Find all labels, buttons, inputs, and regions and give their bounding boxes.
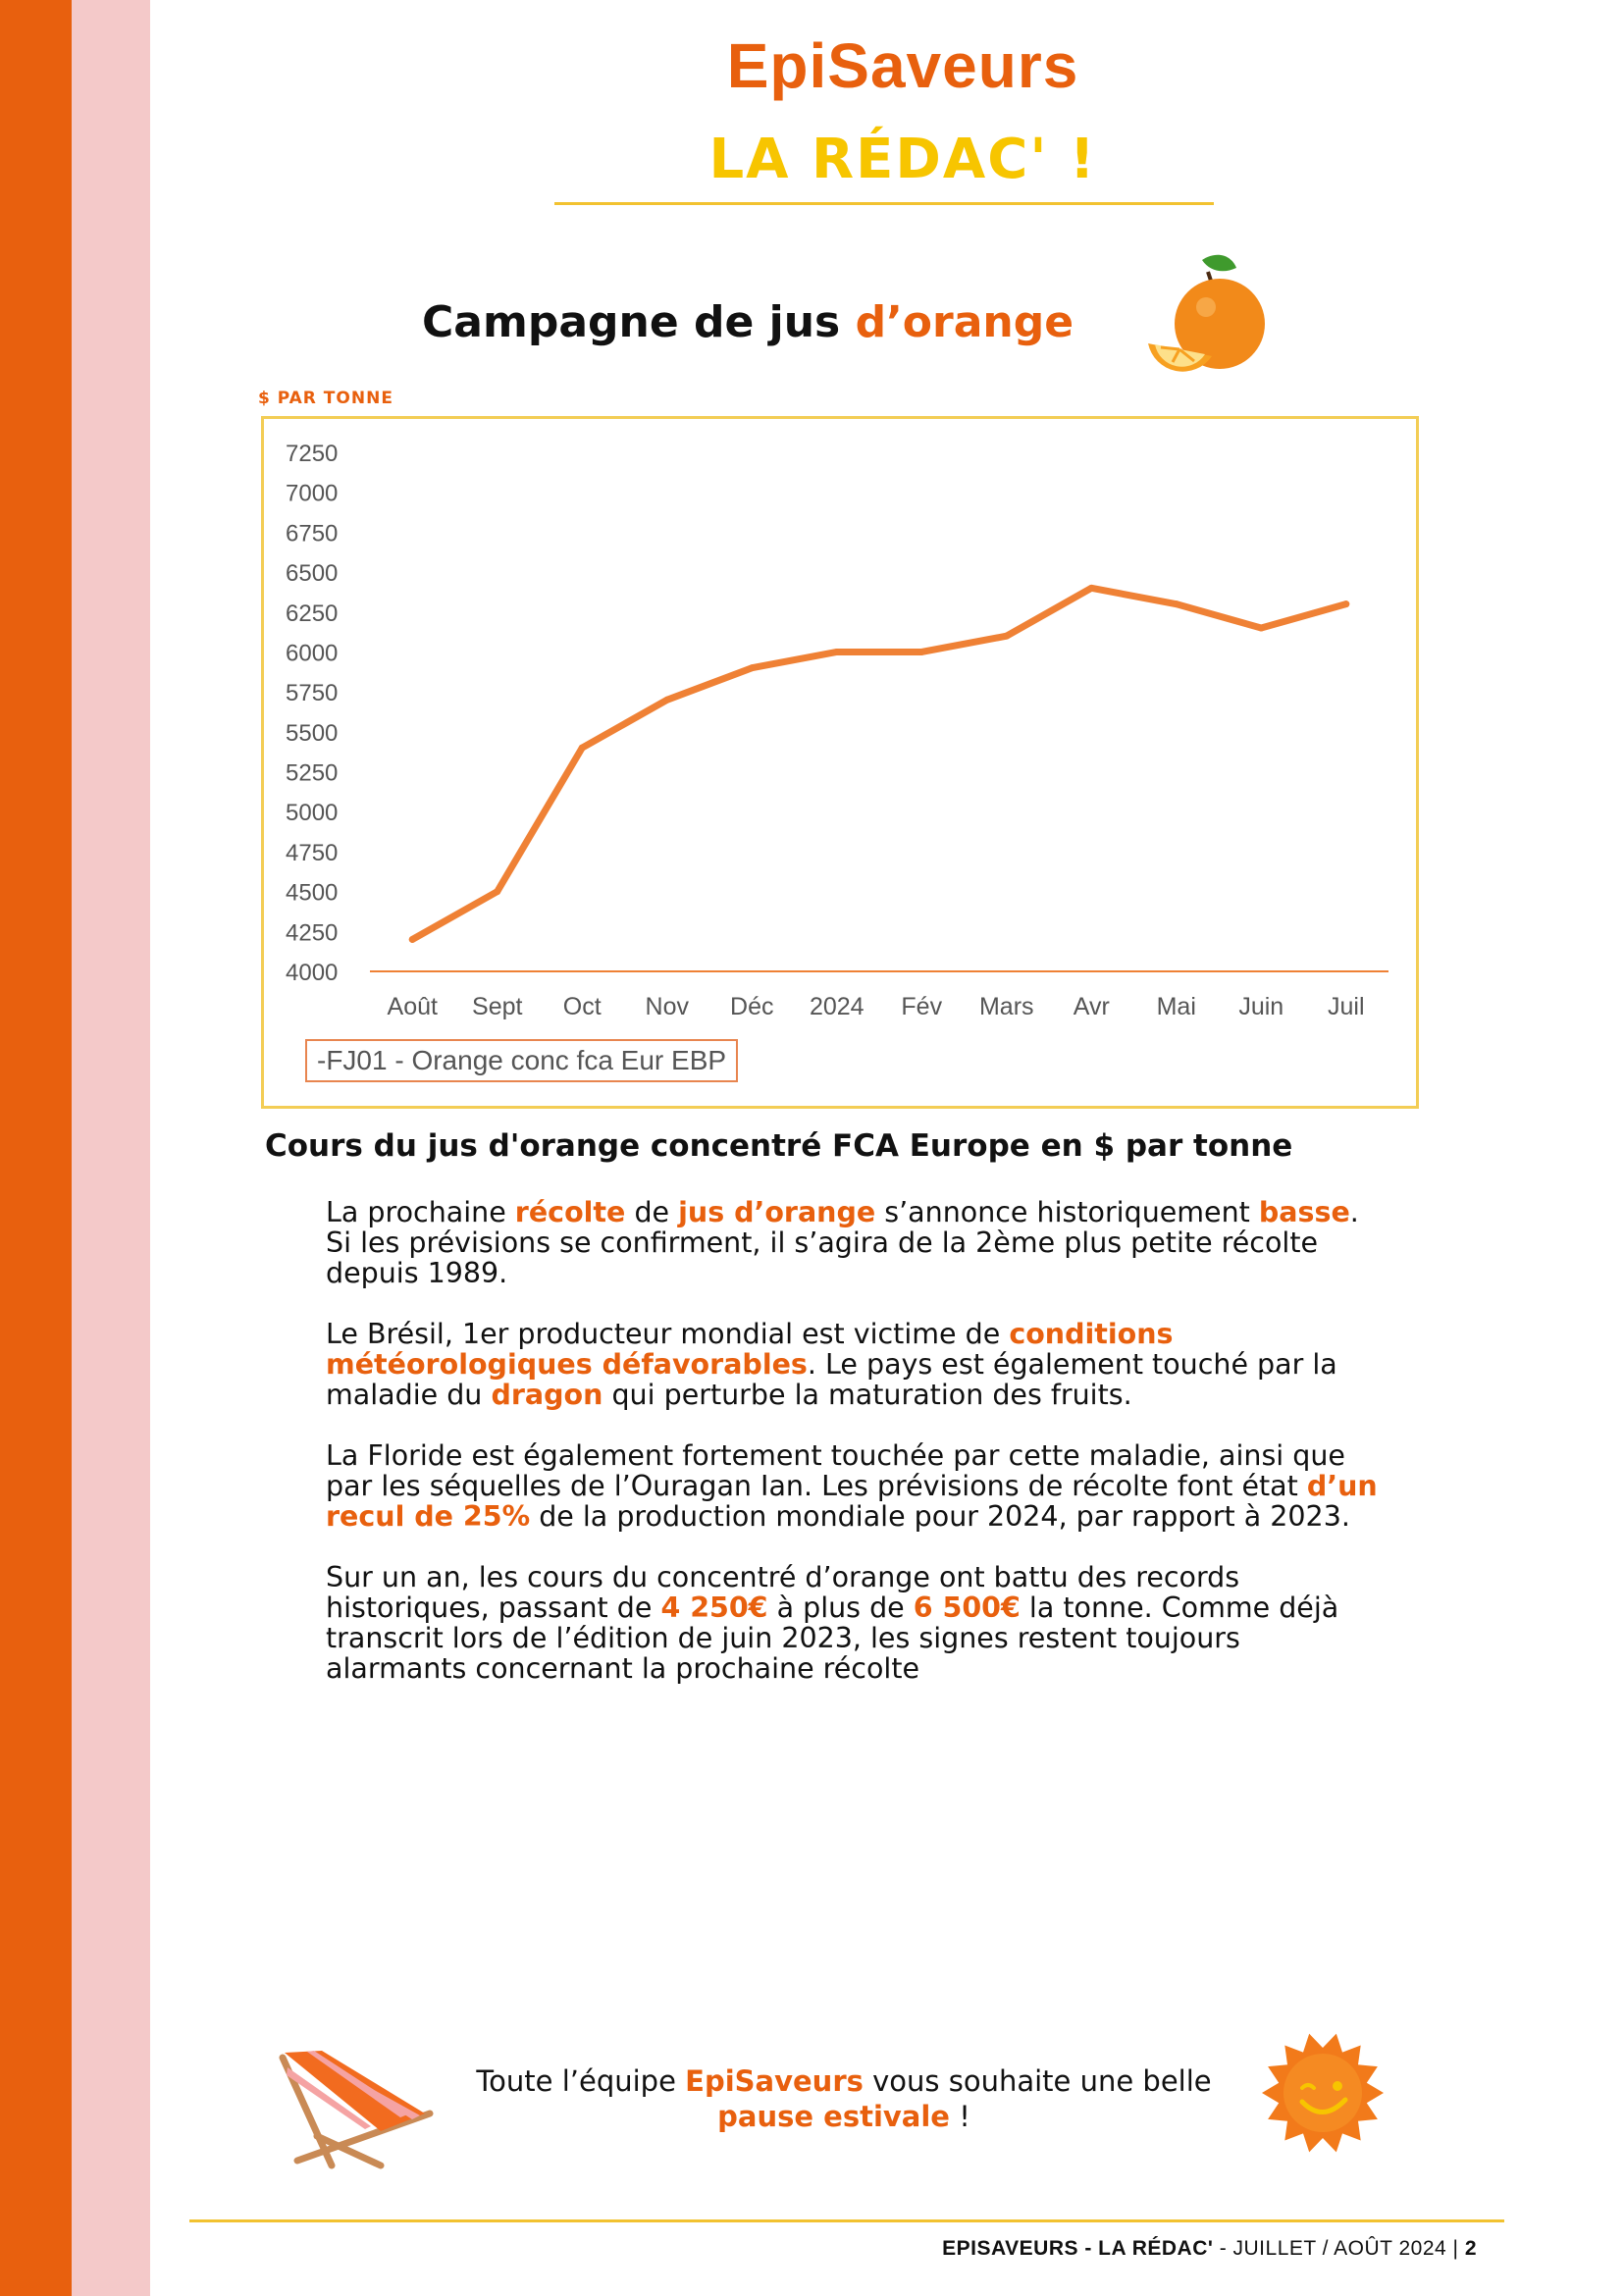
text-run: La Floride est également fortement touchée par cette maladie, ainsi que par les séquelles de l’Ouragan Ian. Les prévisions de récolte font état (326, 1439, 1345, 1502)
highlight-run: récolte (514, 1196, 626, 1228)
highlight-run: 6 500€ (913, 1592, 1021, 1624)
winking-sun-icon (1259, 2029, 1387, 2157)
x-tick-label: Oct (562, 993, 602, 1020)
chart-legend: -FJ01 - Orange conc fca Eur EBP (305, 1039, 738, 1082)
paragraph-prices (326, 1562, 1386, 1684)
text-run: La prochaine (326, 1196, 515, 1228)
x-tick-label: Août (387, 993, 438, 1020)
chart-caption: Cours du jus d'orange concentré FCA Europe en $ par tonne (265, 1128, 1293, 1164)
x-tick-label: Mai (1156, 993, 1196, 1020)
series-line (412, 588, 1346, 939)
y-tick-label: 5250 (286, 759, 339, 787)
newsletter-subtitle: LA RÉDAC' ! (708, 128, 1097, 191)
text-run: ! (949, 2100, 970, 2133)
y-tick-label: 4250 (286, 919, 339, 947)
data-point (749, 664, 756, 671)
chart-unit-label: $ PAR TONNE (258, 389, 393, 408)
text-run: qui perturbe la maturation des fruits. (602, 1379, 1132, 1411)
section-title (422, 297, 1074, 347)
article-body (326, 1197, 1386, 1714)
footer-issue: - JUILLET / AOÛT 2024 | (1213, 2237, 1465, 2260)
left-orange-band (0, 0, 72, 2296)
orange-fruit-icon (1143, 250, 1271, 373)
section-title-text: Campagne de jus (422, 297, 856, 347)
highlight-run: dragon (491, 1379, 603, 1411)
highlight-run: d’un recul de 25% (326, 1470, 1378, 1533)
y-tick-label: 4750 (286, 839, 339, 866)
y-tick-label: 7250 (286, 441, 339, 467)
y-tick-label: 6000 (286, 640, 339, 667)
x-tick-label: Avr (1073, 993, 1110, 1020)
data-point (833, 649, 840, 655)
x-tick-label: Nov (645, 993, 689, 1020)
text-run: Sur un an, les cours du concentré d’orange ont battu des records historiques, passant de (326, 1561, 1240, 1624)
text-run: Le Brésil, 1er producteur mondial est victime de (326, 1318, 1010, 1350)
text-run: la tonne. Comme déjà transcrit lors de l’édition de juin 2023, les signes restent toujours alarmants concernant la prochaine récolte (326, 1592, 1339, 1685)
price-chart (261, 416, 1419, 1109)
highlight-run: EpiSaveurs (685, 2064, 864, 2098)
paragraph-florida (326, 1440, 1386, 1532)
x-tick-label: Juin (1238, 993, 1284, 1020)
y-tick-label: 6500 (286, 560, 339, 588)
x-tick-label: 2024 (809, 993, 864, 1020)
text-run: de (625, 1196, 679, 1228)
beach-chair-icon (263, 2043, 440, 2170)
highlight-run: conditions météorologiques défavorables (326, 1318, 1174, 1381)
y-tick-label: 5500 (286, 719, 339, 747)
highlight-run: jus d’orange (678, 1196, 876, 1228)
footer-publication: EPISAVEURS - LA RÉDAC' (942, 2237, 1214, 2260)
highlight-run: pause estivale (717, 2100, 950, 2133)
section-title-highlight: d’orange (855, 297, 1074, 347)
data-point (663, 697, 670, 704)
text-run: . Le pays est également touché par la maladie du (326, 1348, 1337, 1411)
text-run: de la production mondiale pour 2024, par rapport à 2023. (530, 1500, 1350, 1533)
x-tick-label: Mars (978, 993, 1034, 1020)
data-point (409, 936, 416, 943)
paragraph-brazil (326, 1319, 1386, 1410)
text-run: s’annonce historiquement (875, 1196, 1259, 1228)
data-point (579, 745, 586, 752)
text-run: vous souhaite une belle (863, 2064, 1212, 2098)
text-run: Toute l’équipe (476, 2064, 686, 2098)
x-tick-label: Sept (472, 993, 523, 1020)
text-run: . Si les prévisions se confirment, il s’agira de la 2ème plus petite récolte depuis 1989. (326, 1196, 1359, 1289)
y-tick-label: 6750 (286, 520, 339, 548)
x-tick-label: Déc (730, 993, 774, 1020)
y-tick-label: 7000 (286, 480, 339, 507)
brand-title: EpiSaveurs (726, 30, 1079, 101)
paragraph-harvest (326, 1197, 1386, 1288)
data-point (494, 888, 500, 895)
data-point (918, 649, 925, 655)
y-tick-label: 4500 (286, 879, 339, 907)
page-number: 2 (1464, 2237, 1477, 2260)
summer-message (422, 2063, 1266, 2134)
data-point (1003, 633, 1010, 640)
data-point (1173, 600, 1179, 607)
highlight-run: basse (1258, 1196, 1350, 1228)
x-tick-label: Juil (1327, 993, 1365, 1020)
text-run: à plus de (767, 1592, 914, 1624)
data-point (1342, 600, 1349, 607)
footer-divider (189, 2219, 1504, 2222)
highlight-run: 4 250€ (660, 1592, 768, 1624)
data-point (1258, 625, 1265, 632)
left-pink-band (72, 0, 150, 2296)
y-tick-label: 4000 (286, 960, 339, 986)
y-tick-label: 6250 (286, 600, 339, 627)
y-tick-label: 5750 (286, 680, 339, 707)
header-divider (554, 202, 1214, 205)
page-footer (942, 2237, 1477, 2261)
data-point (1088, 585, 1095, 592)
x-tick-label: Fév (901, 993, 943, 1020)
price-line-chart (264, 419, 1416, 1106)
y-tick-label: 5000 (286, 800, 339, 827)
